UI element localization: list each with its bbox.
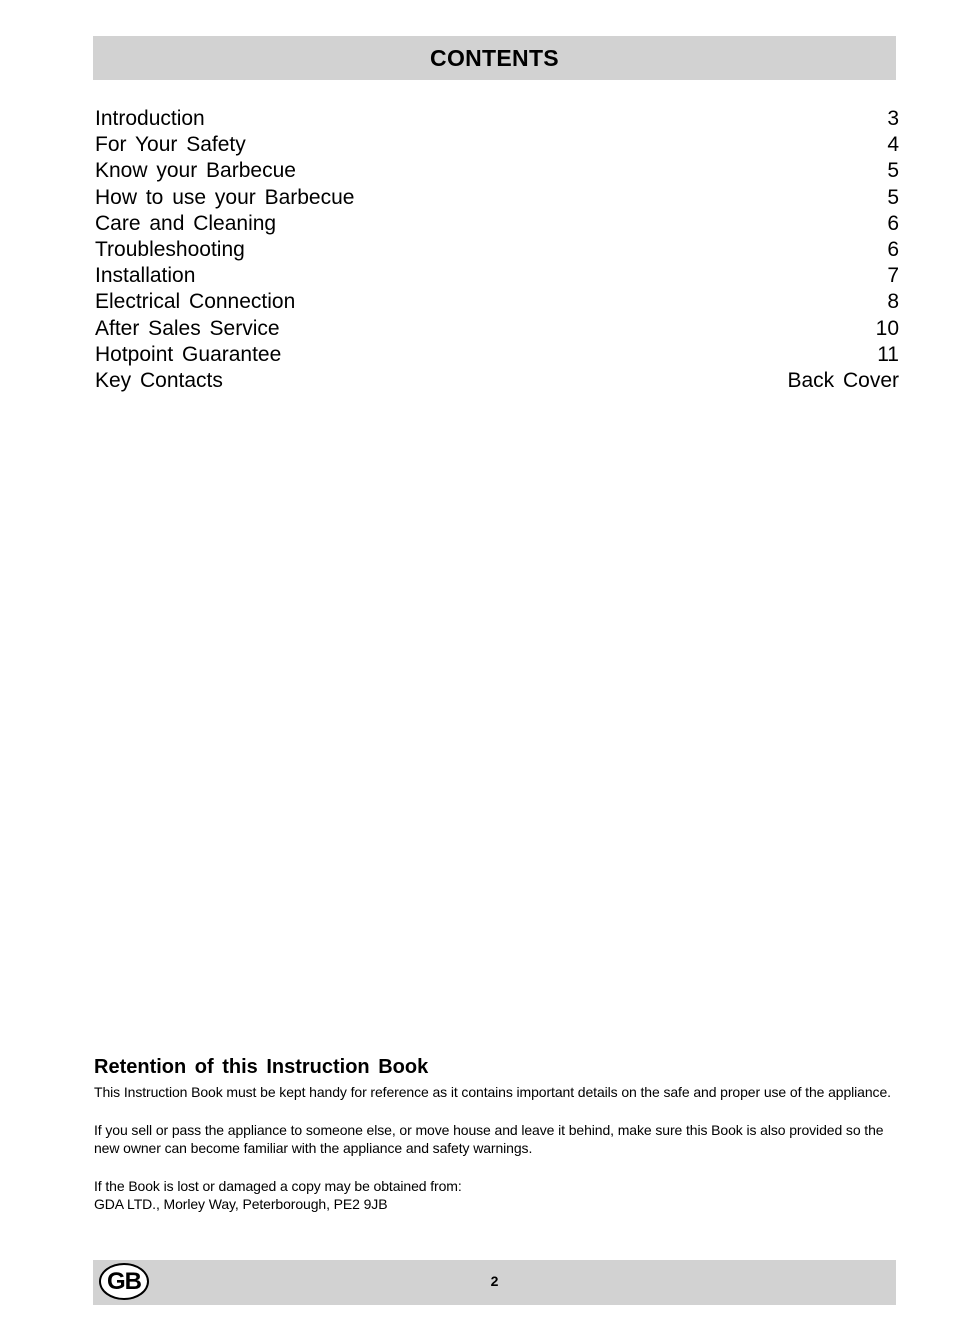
toc-entry-title: Installation <box>95 264 196 288</box>
toc-entry-page: 6 <box>887 237 899 261</box>
toc-entry-page: 10 <box>875 316 899 340</box>
toc-entry-title: Hotpoint Guarantee <box>95 342 282 366</box>
toc-entry-title: Care and Cleaning <box>95 211 277 235</box>
toc-entry-page: Back Cover <box>787 368 899 392</box>
retention-paragraph <box>94 1177 894 1213</box>
toc-entry[interactable] <box>95 316 899 342</box>
table-of-contents <box>95 106 899 394</box>
toc-entry-page: 5 <box>887 159 899 183</box>
toc-entry-title: Know your Barbecue <box>95 159 296 183</box>
retention-section <box>94 1056 894 1213</box>
country-badge: GB <box>99 1263 149 1300</box>
toc-entry[interactable] <box>95 185 899 211</box>
retention-address: GDA LTD., Morley Way, Peterborough, PE2 9JB <box>94 1196 388 1212</box>
toc-entry-title: Electrical Connection <box>95 290 296 314</box>
toc-entry[interactable] <box>95 368 899 394</box>
toc-entry[interactable] <box>95 289 899 315</box>
retention-paragraph: If you sell or pass the appliance to someone else, or move house and leave it behind, make sure this Book is also provided so the new owner can become familiar with the appliance and safety warnings. <box>94 1122 884 1156</box>
toc-entry[interactable] <box>95 237 899 263</box>
toc-entry[interactable] <box>95 342 899 368</box>
toc-entry-title: After Sales Service <box>95 316 280 340</box>
toc-entry-page: 6 <box>887 211 899 235</box>
toc-entry-page: 5 <box>887 185 899 209</box>
toc-entry-page: 7 <box>887 264 899 288</box>
toc-entry[interactable] <box>95 158 899 184</box>
toc-entry-title: How to use your Barbecue <box>95 185 355 209</box>
footer-bar <box>93 1260 896 1305</box>
toc-entry-page: 11 <box>877 342 899 366</box>
toc-entry-page: 3 <box>887 107 899 130</box>
toc-entry[interactable] <box>95 106 899 132</box>
retention-paragraph: This Instruction Book must be kept handy for reference as it contains important details on the safe and proper use of the appliance. <box>94 1084 891 1100</box>
toc-entry-title: Introduction <box>95 107 205 130</box>
retention-address-intro: If the Book is lost or damaged a copy may be obtained from: <box>94 1178 462 1194</box>
toc-entry-title: Troubleshooting <box>95 237 245 261</box>
retention-heading: Retention of this Instruction Book <box>94 1056 429 1078</box>
toc-entry-page: 4 <box>887 133 899 157</box>
contents-header <box>93 36 896 80</box>
toc-entry[interactable] <box>95 132 899 158</box>
page-title: CONTENTS <box>430 44 559 71</box>
page-number: 2 <box>490 1273 499 1289</box>
toc-entry-title: For Your Safety <box>95 133 246 157</box>
toc-entry-page: 8 <box>887 290 899 314</box>
toc-entry-title: Key Contacts <box>95 368 223 392</box>
toc-entry[interactable] <box>95 211 899 237</box>
toc-entry[interactable] <box>95 263 899 289</box>
